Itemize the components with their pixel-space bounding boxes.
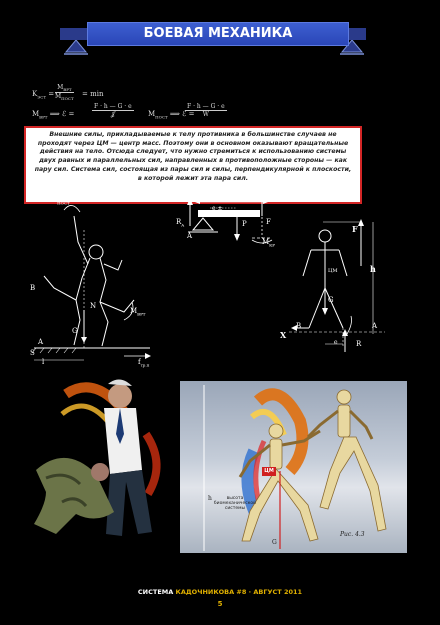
left-support-icon xyxy=(64,40,88,56)
label-beam-a: A xyxy=(187,232,193,240)
page-number: 5 xyxy=(217,600,223,608)
photo-g-label: G xyxy=(272,539,277,546)
formula-k-fraction: $M_{ВРТ}$ $M_{ПОСТ}$ xyxy=(55,84,74,102)
label-m-vrt: $M_{ВРТ}$ xyxy=(130,307,146,317)
skeletons-photo xyxy=(180,381,407,553)
label-beam-e: e ± xyxy=(212,205,223,212)
skeletons-illustration xyxy=(180,381,407,553)
label-n: N xyxy=(90,302,97,310)
label-fig-r: R xyxy=(356,340,362,348)
lever-diagram xyxy=(170,196,280,266)
formula-k: $K_{ЭСТ}$ = xyxy=(32,90,55,100)
cm-tag: ЦМ xyxy=(262,467,276,476)
label-m-post: $M_{ПОСТ}$ xyxy=(50,196,70,206)
label-beam-m: $M_{КР}$ xyxy=(262,238,275,248)
label-beam-h: h xyxy=(229,194,235,204)
fighters-photo xyxy=(26,374,186,552)
key-principle-text: Внешние силы, прикладываемые к телу противника в большинстве случаев не проходят через ЦМ — центр масс. Поэтому они в основном оказывают вращательные действия на тело. Отсюда следует, что нужно стремиться к использованию системы двух равных и параллельных сил, направленных в противоположные стороны — как пару сил. Система сил, состоящая из пары сил и силы, перпендикулярной к плоскости, в которой лежит эта пара сил. xyxy=(34,131,352,182)
label-fig-x: X xyxy=(280,330,287,340)
label-s: S xyxy=(30,349,35,357)
label-g: G xyxy=(72,327,78,335)
label-beam-ra: $R_A$ xyxy=(176,218,185,228)
label-beam-f: F xyxy=(266,218,271,226)
label-f-tr: $f_{тр.п}$ xyxy=(138,358,150,368)
label-fig-cm: ЦМ xyxy=(328,268,338,274)
label-fig-g: G xyxy=(328,296,334,304)
label-fig-f: F xyxy=(352,224,358,234)
formula-k-rhs: = min xyxy=(82,90,104,98)
climber-diagram xyxy=(24,190,160,370)
label-fig-a: A xyxy=(372,322,378,330)
page-title: БОЕВАЯ МЕХАНИКА xyxy=(87,22,349,46)
label-a: A xyxy=(38,338,44,346)
label-fig-b: B xyxy=(296,322,302,330)
footer-journal: СИСТЕМА КАДОЧНИКОВА #8 · АВГУСТ 2011 xyxy=(137,588,303,596)
label-beam-p: P xyxy=(242,220,247,228)
formula-m-post-fraction: F · h — G · e W xyxy=(187,103,225,118)
label-fig-e: e xyxy=(334,339,338,346)
label-b: B xyxy=(30,284,36,292)
height-caption: высота биомеханической системы xyxy=(213,496,257,511)
stick-figure-diagram xyxy=(285,216,393,376)
formula-m-post: $M_{ПОСТ}$ ⟹ ℰ = xyxy=(148,110,195,120)
formula-m-vrt-fraction: F · h — G · e 𝒥 xyxy=(94,103,132,118)
figure-label: Рис. 4.3 xyxy=(340,531,365,538)
photo-h-label: h xyxy=(208,495,212,502)
label-l: l xyxy=(42,358,45,366)
formula-m-vrt: $M_{ВРТ}$ ⟹ ℰ = xyxy=(32,110,75,120)
label-fig-h: h xyxy=(370,264,376,274)
